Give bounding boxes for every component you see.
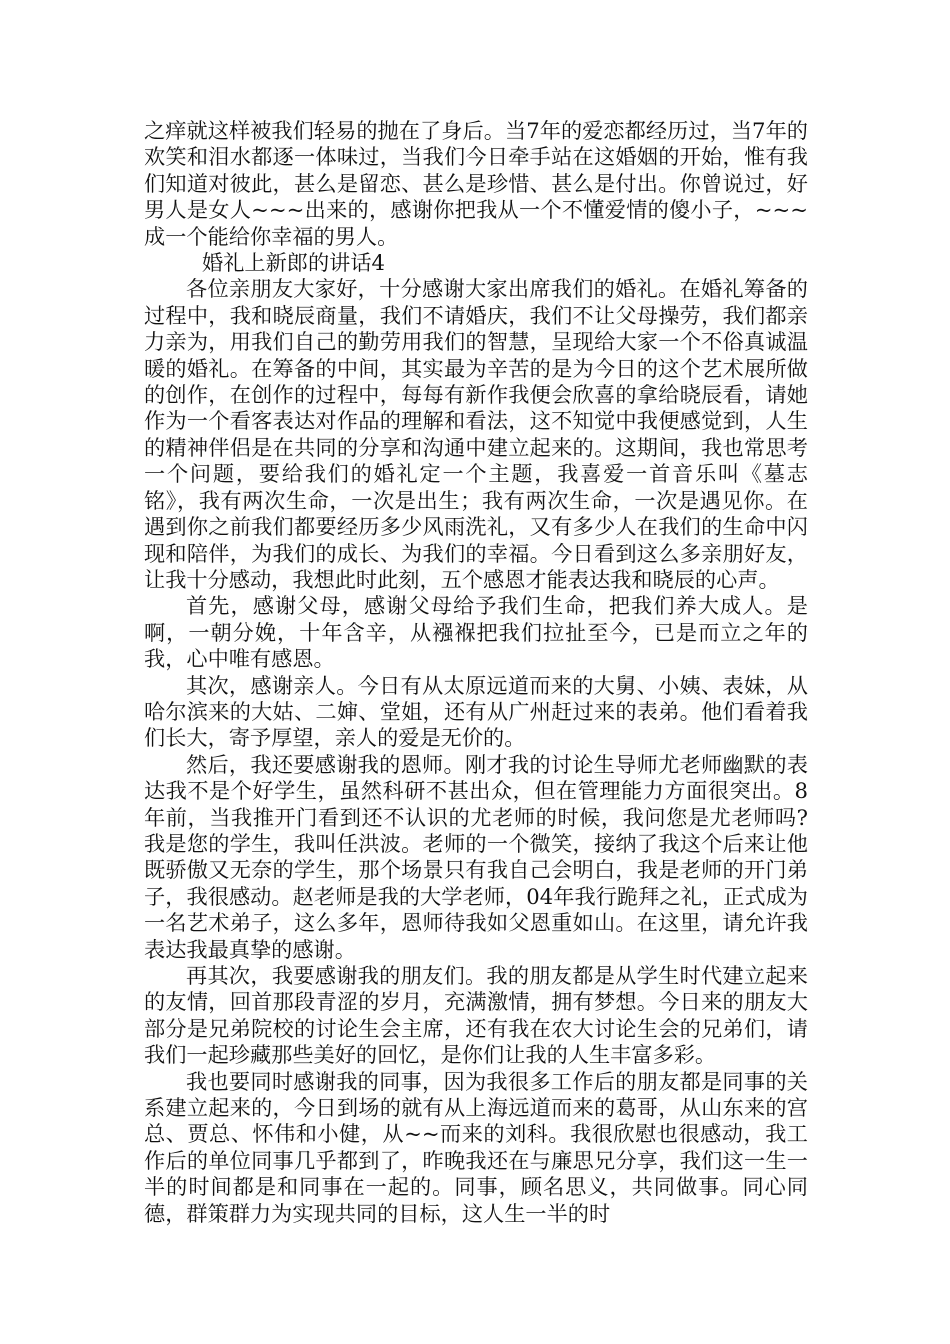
paragraph-thanks-parents: 首先，感谢父母，感谢父母给予我们生命，把我们养大成人。是啊，一朝分娩，十年含辛，从襁褓把我们拉扯至今，已是而立之年的我，心中唯有感恩。: [144, 593, 808, 672]
section-heading: 婚礼上新郎的讲话4: [202, 250, 385, 276]
paragraph-thanks-friends: 再其次，我要感谢我的朋友们。我的朋友都是从学生时代建立起来的友情，回首那段青涩的岁月，充满激情，拥有梦想。今日来的朋友大部分是兄弟院校的讨论生会主席，还有我在农大讨论生会的兄弟们，请我们一起珍藏那些美好的回忆，是你们让我的人生丰富多彩。: [144, 963, 808, 1068]
paragraph-thanks-colleagues: 我也要同时感谢我的同事，因为我很多工作后的朋友都是同事的关系建立起来的，今日到场的就有从上海远道而来的葛哥，从山东来的宫总、贾总、怀伟和小健，从~~而来的刘科。我很欣慰也很感动，我工作后的单位同事几乎都到了，昨晚我还在与廉思兄分享，我们这一生一半的时间都是和同事在一起的。同事，顾名思义，共同做事。同心同德，群策群力为实现共同的目标，这人生一半的时: [144, 1068, 808, 1226]
paragraph-opening: 各位亲朋友大家好，十分感谢大家出席我们的婚礼。在婚礼筹备的过程中，我和晓辰商量，我们不请婚庆，我们不让父母操劳，我们都亲力亲为，用我们自己的勤劳用我们的智慧，呈现给大家一个不俗真诚温暖的婚礼。在筹备的中间，其实最为辛苦的是为今日的这个艺术展所做的创作，在创作的过程中，每每有新作我便会欣喜的拿给晓辰看，请她作为一个看客表达对作品的理解和看法，这不知觉中我便感觉到，人生的精神伴侣是在共同的分享和沟通中建立起来的。这期间，我也常思考一个问题，要给我们的婚礼定一个主题，我喜爱一首音乐叫《墓志铭》，我有两次生命，一次是出生；我有两次生命，一次是遇见你。在遇到你之前我们都要经历多少风雨洗礼，又有多少人在我们的生命中闪现和陪伴，为我们的成长、为我们的幸福。今日看到这么多亲朋好友，让我十分感动，我想此时此刻，五个感恩才能表达我和晓辰的心声。: [144, 276, 808, 592]
paragraph-thanks-relatives: 其次，感谢亲人。今日有从太原远道而来的大舅、小姨、表妹，从哈尔滨来的大姑、二婶、堂姐，还有从广州赶过来的表弟。他们看着我们长大，寄予厚望，亲人的爱是无价的。: [144, 672, 808, 751]
document-page: [144, 118, 808, 1227]
paragraph-continuation: 之痒就这样被我们轻易的抛在了身后。当7年的爱恋都经历过，当7年的欢笑和泪水都逐一体味过，当我们今日牵手站在这婚姻的开始，惟有我们知道对彼此，甚么是留恋、甚么是珍惜、甚么是付出。你曾说过，好男人是女人~~~出来的，感谢你把我从一个不懂爱情的傻小子，~~~成一个能给你幸福的男人。: [144, 118, 808, 249]
paragraph-thanks-teachers: 然后，我还要感谢我的恩师。刚才我的讨论生导师尤老师幽默的表达我不是个好学生，虽然科研不甚出众，但在管理能力方面很突出。8年前，当我推开门看到还不认识的尤老师的时候，我问您是尤老师吗?我是您的学生，我叫任洪波。老师的一个微笑，接纳了我这个后来让他既骄傲又无奈的学生，那个场景只有我自己会明白，我是老师的开门弟子，我很感动。赵老师是我的大学老师，04年我行跪拜之礼，正式成为一名艺术弟子，这么多年，恩师待我如父恩重如山。在这里，请允许我表达我最真挚的感谢。: [144, 751, 808, 962]
